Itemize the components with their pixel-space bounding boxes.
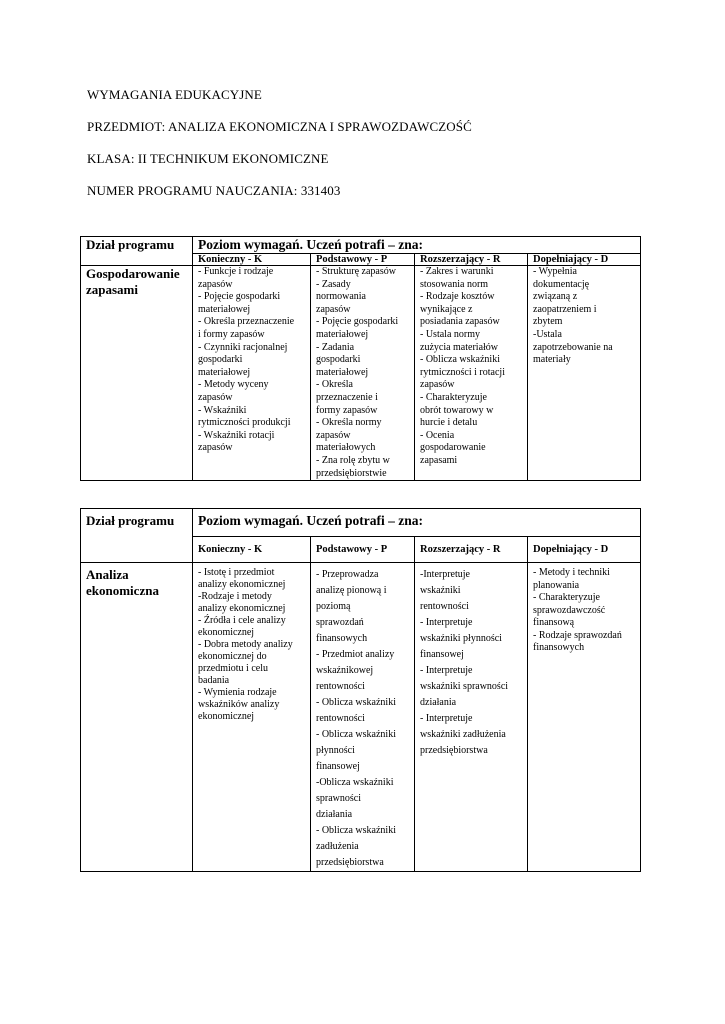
cell-line: - Rodzaje sprawozdań bbox=[533, 629, 622, 641]
requirements-table-analiza bbox=[80, 508, 641, 872]
cell-line: sprawności bbox=[316, 793, 361, 804]
document-line-przedmiot: PRZEDMIOT: ANALIZA EKONOMICZNA I SPRAWOZDAWCZOŚĆ bbox=[87, 119, 472, 134]
cell-line: -Interpretuje bbox=[420, 569, 470, 580]
cell-line: i formy zapasów bbox=[198, 328, 265, 340]
cell-line: - Wypełnia bbox=[533, 266, 577, 277]
cell-line: gospodarki bbox=[316, 354, 361, 366]
cell-line: finansowych bbox=[533, 642, 585, 653]
cell-line: - Określa bbox=[316, 379, 353, 391]
cell-line: zapotrzebowanie na bbox=[533, 341, 613, 353]
document-line-wymagania: WYMAGANIA EDUKACYJNE bbox=[87, 87, 262, 102]
cell-line: - Istotę i przedmiot bbox=[198, 567, 275, 578]
cell-line: - Zadania bbox=[316, 341, 355, 353]
cell-line: - Interpretuje bbox=[420, 713, 473, 724]
cell-line: przedsiębiorstwa bbox=[420, 745, 488, 756]
cell-line: zadłużenia bbox=[316, 841, 359, 852]
cell-line: - Określa przeznaczenie bbox=[198, 316, 295, 328]
cell-line: - Ocenia bbox=[420, 429, 455, 441]
cell-line: hurcie i detalu bbox=[420, 417, 478, 429]
cell-line: finansowej bbox=[316, 761, 360, 772]
level-konieczny: Konieczny - K bbox=[193, 254, 311, 266]
cell-line: rytmiczności produkcji bbox=[198, 417, 291, 429]
cell-line: działania bbox=[420, 697, 457, 708]
header-dzial-programu: Dział programu bbox=[81, 237, 193, 266]
cell-line: normowania bbox=[316, 291, 366, 303]
cell-line: - Oblicza wskaźniki bbox=[316, 697, 396, 708]
cell-line: działania bbox=[316, 809, 353, 820]
cell-line: - Metody i techniki bbox=[533, 567, 610, 578]
level-dopelniajacy: Dopełniający - D bbox=[528, 254, 641, 266]
cell-line: materiałowej bbox=[198, 366, 251, 378]
cell-line: - Przeprowadza bbox=[316, 569, 379, 580]
cell-line: zapasami bbox=[420, 454, 458, 466]
cell-line: zapasów bbox=[198, 391, 233, 403]
cell-line: wskaźniki bbox=[420, 585, 461, 596]
cell-line: wynikające z bbox=[420, 303, 473, 315]
header-poziom-wymagan: Poziom wymagań. Uczeń potrafi – zna: bbox=[193, 237, 641, 254]
cell-line: związaną z bbox=[533, 291, 578, 303]
cell-podstawowy bbox=[311, 266, 415, 481]
cell-line: materiały bbox=[533, 354, 571, 366]
cell-dopelniajacy bbox=[528, 266, 641, 481]
cell-line: sprawozdań bbox=[316, 617, 364, 628]
cell-line: - Metody wyceny bbox=[198, 379, 269, 391]
cell-line: materiałowych bbox=[316, 442, 376, 454]
cell-line: zapasów bbox=[316, 303, 351, 315]
document-line-numer-programu: NUMER PROGRAMU NAUCZANIA: 331403 bbox=[87, 183, 341, 198]
cell-line: sprawozdawczość bbox=[533, 604, 606, 616]
cell-konieczny bbox=[193, 266, 311, 481]
level-podstawowy: Podstawowy - P bbox=[311, 254, 415, 266]
cell-line: - Funkcje i rodzaje bbox=[198, 266, 274, 277]
cell-line: zapasów bbox=[198, 442, 233, 454]
cell-line: gospodarowanie bbox=[420, 442, 486, 454]
cell-line: - Oblicza wskaźniki bbox=[420, 354, 500, 366]
cell-rozszerzajacy bbox=[415, 563, 528, 872]
cell-line: - Ustala normy bbox=[420, 328, 480, 340]
cell-line: - Oblicza wskaźniki bbox=[316, 825, 396, 836]
cell-line: finansowych bbox=[316, 633, 368, 644]
cell-line: rentowności bbox=[316, 713, 365, 724]
cell-line: analizy ekonomicznej bbox=[198, 603, 286, 614]
cell-line: wskaźniki zadłużenia bbox=[420, 729, 506, 740]
cell-line: - Wskaźniki bbox=[198, 404, 247, 416]
cell-line: -Ustala bbox=[533, 328, 562, 340]
cell-line: posiadania zapasów bbox=[420, 316, 500, 328]
cell-line: poziomą bbox=[316, 601, 351, 612]
requirements-table-gospodarowanie bbox=[80, 236, 641, 481]
cell-line: stosowania norm bbox=[420, 278, 489, 290]
cell-line: - Interpretuje bbox=[420, 617, 473, 628]
document-line-klasa: KLASA: II TECHNIKUM EKONOMICZNE bbox=[87, 151, 329, 166]
cell-line: zapasów bbox=[316, 429, 351, 441]
cell-line: badania bbox=[198, 675, 230, 686]
cell-line: przedmiotu i celu bbox=[198, 663, 268, 674]
cell-line: - Zakres i warunki bbox=[420, 266, 494, 277]
cell-line: wskaźniki płynności bbox=[420, 633, 502, 644]
header-poziom-wymagan: Poziom wymagań. Uczeń potrafi – zna: bbox=[193, 509, 641, 537]
cell-podstawowy bbox=[311, 563, 415, 872]
level-rozszerzajacy: Rozszerzający - R bbox=[415, 254, 528, 266]
cell-line: rytmiczności i rotacji bbox=[420, 366, 505, 378]
cell-line: -Rodzaje i metody bbox=[198, 591, 272, 602]
cell-line: - Rodzaje kosztów bbox=[420, 291, 495, 303]
cell-line: - Źródła i cele analizy bbox=[198, 615, 286, 626]
cell-line: planowania bbox=[533, 579, 580, 591]
cell-line: - Oblicza wskaźniki bbox=[316, 729, 396, 740]
cell-line: wskaźnikowej bbox=[316, 665, 374, 676]
cell-konieczny bbox=[193, 563, 311, 872]
cell-line: finansową bbox=[533, 617, 575, 628]
cell-line: - Zna rolę zbytu w bbox=[316, 454, 390, 466]
cell-line: - Określa normy bbox=[316, 417, 382, 429]
cell-line: - Dobra metody analizy bbox=[198, 639, 293, 650]
cell-line: ekonomicznej bbox=[198, 627, 255, 638]
cell-rozszerzajacy bbox=[415, 266, 528, 481]
cell-line: dokumentację bbox=[533, 278, 590, 290]
level-dopelniajacy: Dopełniający - D bbox=[528, 537, 641, 563]
cell-line: zapasów bbox=[420, 379, 455, 391]
cell-line: ekonomicznej do bbox=[198, 651, 267, 662]
cell-line: - Charakteryzuje bbox=[420, 391, 487, 403]
cell-line: zaopatrzeniem i bbox=[533, 303, 597, 315]
cell-line: -Oblicza wskaźniki bbox=[316, 777, 394, 788]
cell-line: - Wskaźniki rotacji bbox=[198, 429, 275, 441]
cell-line: - Strukturę zapasów bbox=[316, 266, 396, 277]
section-name: Gospodarowanie zapasami bbox=[81, 266, 193, 481]
cell-line: materiałowej bbox=[316, 328, 369, 340]
cell-line: - Czynniki racjonalnej bbox=[198, 341, 288, 353]
cell-line: zbytem bbox=[533, 316, 563, 328]
cell-line: wskaźniki sprawności bbox=[420, 681, 509, 692]
level-podstawowy: Podstawowy - P bbox=[311, 537, 415, 563]
cell-line: - Charakteryzuje bbox=[533, 592, 600, 603]
cell-line: finansowej bbox=[420, 649, 464, 660]
cell-line: analizy ekonomicznej bbox=[198, 579, 286, 590]
cell-line: rentowności bbox=[420, 601, 469, 612]
cell-dopelniajacy bbox=[528, 563, 641, 872]
cell-line: rentowności bbox=[316, 681, 365, 692]
cell-line: - Pojęcie gospodarki bbox=[198, 291, 281, 303]
cell-line: formy zapasów bbox=[316, 404, 378, 416]
cell-line: - Przedmiot analizy bbox=[316, 649, 395, 660]
cell-line: - Interpretuje bbox=[420, 665, 473, 676]
level-rozszerzajacy: Rozszerzający - R bbox=[415, 537, 528, 563]
cell-line: - Wymienia rodzaje bbox=[198, 687, 277, 698]
cell-line: przedsiębiorstwa bbox=[316, 857, 384, 868]
cell-line: - Pojęcie gospodarki bbox=[316, 316, 399, 328]
cell-line: materiałowej bbox=[316, 366, 369, 378]
level-konieczny: Konieczny - K bbox=[193, 537, 311, 563]
cell-line: wskaźników analizy bbox=[198, 699, 280, 710]
cell-line: materiałowej bbox=[198, 303, 251, 315]
cell-line: ekonomicznej bbox=[198, 711, 255, 722]
cell-line: analizę pionową i bbox=[316, 585, 387, 596]
cell-line: gospodarki bbox=[198, 354, 243, 366]
cell-line: obrót towarowy w bbox=[420, 404, 494, 416]
cell-line: zapasów bbox=[198, 278, 233, 290]
cell-line: przedsiębiorstwie bbox=[316, 467, 387, 479]
header-dzial-programu: Dział programu bbox=[81, 509, 193, 563]
cell-line: przeznaczenie i bbox=[316, 391, 378, 403]
section-name: Analiza ekonomiczna bbox=[81, 563, 193, 872]
cell-line: zużycia materiałów bbox=[420, 341, 499, 353]
cell-line: - Zasady bbox=[316, 278, 351, 290]
cell-line: płynności bbox=[316, 745, 355, 756]
